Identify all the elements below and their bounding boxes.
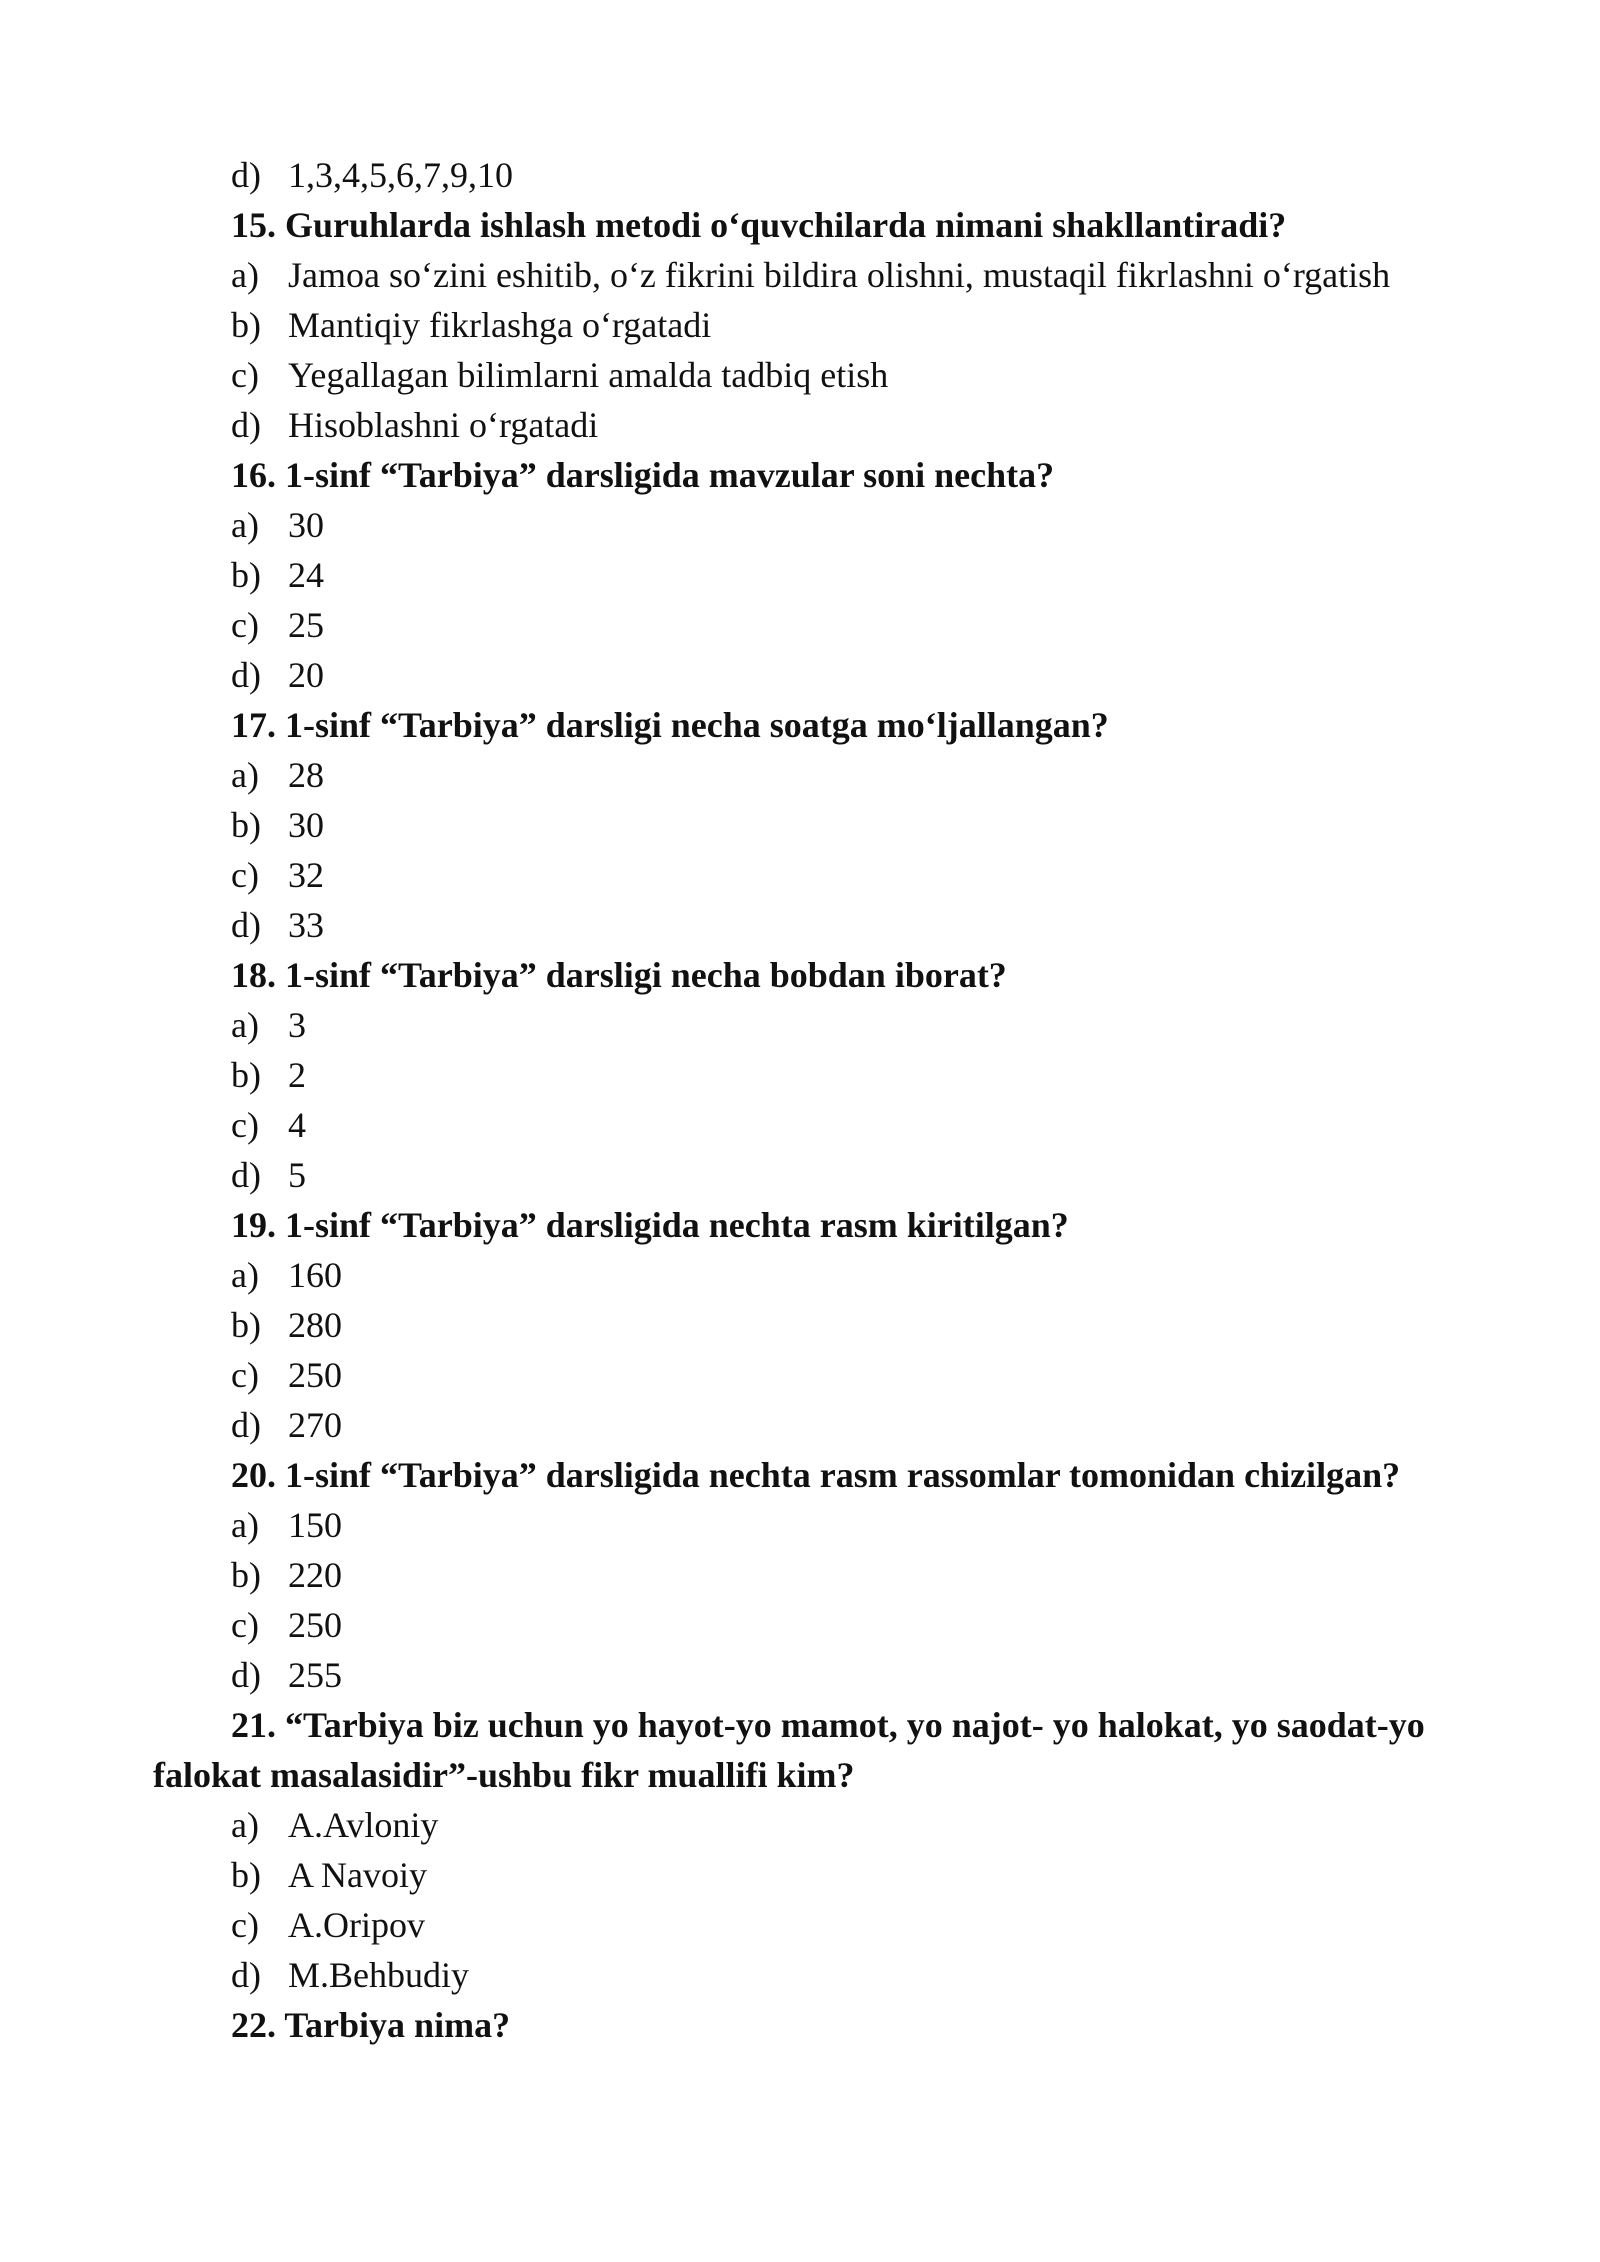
option-letter: d): [231, 1955, 261, 1995]
option-letter: b): [231, 1055, 261, 1095]
option-letter: a): [231, 1505, 259, 1545]
option-text: 32: [288, 855, 324, 895]
option-text: 4: [288, 1105, 306, 1145]
question-17-option-b: [153, 800, 1473, 850]
question-17-option-d: [153, 900, 1473, 950]
option-letter: d): [231, 155, 261, 195]
option-text: Yegallagan bilimlarni amalda tadbiq etish: [288, 355, 889, 395]
question-16-option-a: [153, 500, 1473, 550]
option-text: A.Oripov: [288, 1905, 425, 1945]
option-letter: d): [231, 1405, 261, 1445]
option-letter: a): [231, 505, 259, 545]
option-text: 33: [288, 905, 324, 945]
page-content: [153, 150, 1473, 2050]
option-letter: d): [231, 1655, 261, 1695]
question-20-option-c: [153, 1600, 1473, 1650]
option-letter: a): [231, 1005, 259, 1045]
question-19-option-a: [153, 1250, 1473, 1300]
question-21: 21. “Tarbiya biz uchun yo hayot-yo mamot, yo najot- yo halokat, yo saodat-yo falokat masalasidir”-ushbu fikr muallifi kim?: [153, 1705, 1425, 1795]
question-20-option-a: [153, 1500, 1473, 1550]
option-letter: c): [231, 1605, 259, 1645]
question-15-option-b: [153, 300, 1473, 350]
question-15-option-d: [153, 400, 1473, 450]
question-20-option-d: [153, 1650, 1473, 1700]
option-letter: d): [231, 405, 261, 445]
option-text: 20: [288, 655, 324, 695]
question-15: 15. Guruhlarda ishlash metodi o‘quvchilarda nimani shakllantiradi?: [231, 205, 1287, 245]
question-18: 18. 1-sinf “Tarbiya” darsligi necha bobdan iborat?: [231, 955, 1007, 995]
option-text: Mantiqiy fikrlashga o‘rgatadi: [288, 305, 712, 345]
option-text: 3: [288, 1005, 306, 1045]
option-text: Jamoa so‘zini eshitib, o‘z fikrini bildira olishni, mustaqil fikrlashni o‘rgatish: [288, 255, 1391, 295]
option-letter: d): [231, 1155, 261, 1195]
question-22: 22. Tarbiya nima?: [231, 2005, 511, 2045]
question-21-option-b: [153, 1850, 1473, 1900]
question-19-option-c: [153, 1350, 1473, 1400]
option-letter: a): [231, 755, 259, 795]
question-16: 16. 1-sinf “Tarbiya” darsligida mavzular soni nechta?: [231, 455, 1055, 495]
option-text: 1,3,4,5,6,7,9,10: [288, 155, 513, 195]
option-text: 250: [288, 1605, 342, 1645]
option-text: 25: [288, 605, 324, 645]
option-text: M.Behbudiy: [288, 1955, 470, 1995]
question-19-option-b: [153, 1300, 1473, 1350]
option-letter: b): [231, 805, 261, 845]
option-letter: c): [231, 355, 259, 395]
question-16-option-d: [153, 650, 1473, 700]
question-21-option-c: [153, 1900, 1473, 1950]
option-letter: a): [231, 1805, 259, 1845]
question-19-option-d: [153, 1400, 1473, 1450]
option-letter: c): [231, 1905, 259, 1945]
option-text: A Navoiy: [288, 1855, 427, 1895]
question-15-option-c: [153, 350, 1473, 400]
option-text: A.Avloniy: [288, 1805, 439, 1845]
option-letter: c): [231, 1105, 259, 1145]
option-text: 250: [288, 1355, 342, 1395]
option-text: 160: [288, 1255, 342, 1295]
option-letter: c): [231, 855, 259, 895]
question-21-option-a: [153, 1800, 1473, 1850]
option-letter: c): [231, 1355, 259, 1395]
option-text: 280: [288, 1305, 342, 1345]
question-20-option-b: [153, 1550, 1473, 1600]
question-18-option-b: [153, 1050, 1473, 1100]
option-text: Hisoblashni o‘rgatadi: [288, 405, 599, 445]
option-text: 2: [288, 1055, 306, 1095]
option-letter: a): [231, 1255, 259, 1295]
option-text: 24: [288, 555, 324, 595]
option-letter: d): [231, 905, 261, 945]
option-letter: c): [231, 605, 259, 645]
question-16-option-b: [153, 550, 1473, 600]
question-21-option-d: [153, 1950, 1473, 2000]
question-19: 19. 1-sinf “Tarbiya” darsligida nechta rasm kiritilgan?: [231, 1205, 1069, 1245]
option-text: 220: [288, 1555, 342, 1595]
question-18-option-a: [153, 1000, 1473, 1050]
option-text: 28: [288, 755, 324, 795]
question-16-option-c: [153, 600, 1473, 650]
question-17: 17. 1-sinf “Tarbiya” darsligi necha soatga mo‘ljallangan?: [231, 705, 1109, 745]
option-text: 30: [288, 805, 324, 845]
option-letter: b): [231, 1555, 261, 1595]
option-text: 270: [288, 1405, 342, 1445]
question-18-option-d: [153, 1150, 1473, 1200]
question-18-option-c: [153, 1100, 1473, 1150]
question-17-option-a: [153, 750, 1473, 800]
option-text: 150: [288, 1505, 342, 1545]
option-letter: b): [231, 555, 261, 595]
option-text: 5: [288, 1155, 306, 1195]
option-text: 30: [288, 505, 324, 545]
question-17-option-c: [153, 850, 1473, 900]
option-letter: d): [231, 655, 261, 695]
option-text: 255: [288, 1655, 342, 1695]
option-letter: a): [231, 255, 259, 295]
option-letter: b): [231, 305, 261, 345]
question-15-option-a: [153, 250, 1473, 300]
lead-option: [153, 150, 1473, 200]
question-20: 20. 1-sinf “Tarbiya” darsligida nechta rasm rassomlar tomonidan chizilgan?: [231, 1455, 1401, 1495]
option-letter: b): [231, 1855, 261, 1895]
option-letter: b): [231, 1305, 261, 1345]
